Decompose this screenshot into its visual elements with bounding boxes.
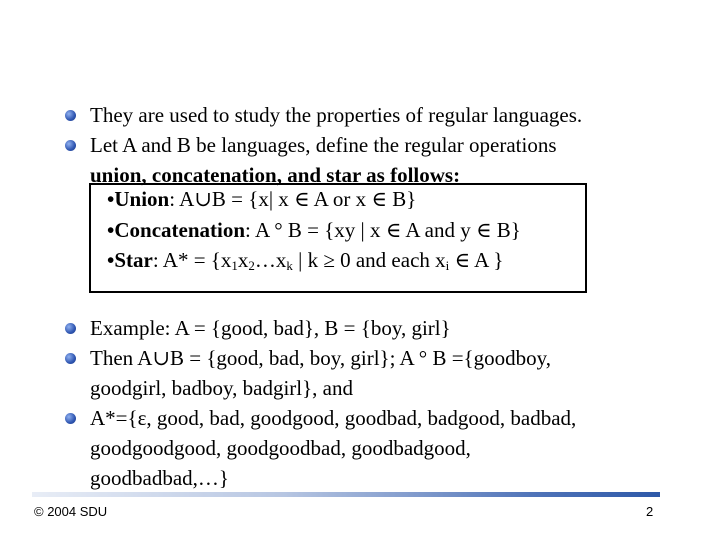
bullet-icon [65,110,76,121]
footer-divider [32,492,660,497]
bullet-icon [65,323,76,334]
bullet-text: Let A and B be languages, define the regular operations union, concatenation, and star as follows: [90,133,557,187]
bullet-icon [65,413,76,424]
bullet-icon [65,140,76,151]
bullet-icon [65,353,76,364]
definition-box [89,183,587,293]
union-definition: •Union: A∪B = {x| x ∈ A or x ∈ B} [107,187,417,211]
page-number: 2 [646,504,654,519]
star-definition: •Star: $A* = \{x_1x_2\dots x_k$ | k ≥ 0 and each $x_i$ ∈ A } [107,248,504,273]
footer-copyright: © 2004 SDU [34,504,108,519]
bullet-text: Example: A = {good, bad}, B = {boy, girl} [90,316,451,340]
bullet-text: Then A∪B = {good, bad, boy, girl}; A ° B ={goodboy, goodgirl, badboy, badgirl}, and [90,346,552,400]
bullet-text: A*={ε, good, bad, goodgood, goodbad, badgood, badbad, goodgoodgood, goodgoodbad, goodbadgood, goodbadbad,…} [90,406,577,490]
bullet-text: They are used to study the properties of regular languages. [90,103,583,127]
concatenation-definition: •Concatenation: A ° B = {xy | x ∈ A and y ∈ B} [107,218,521,242]
